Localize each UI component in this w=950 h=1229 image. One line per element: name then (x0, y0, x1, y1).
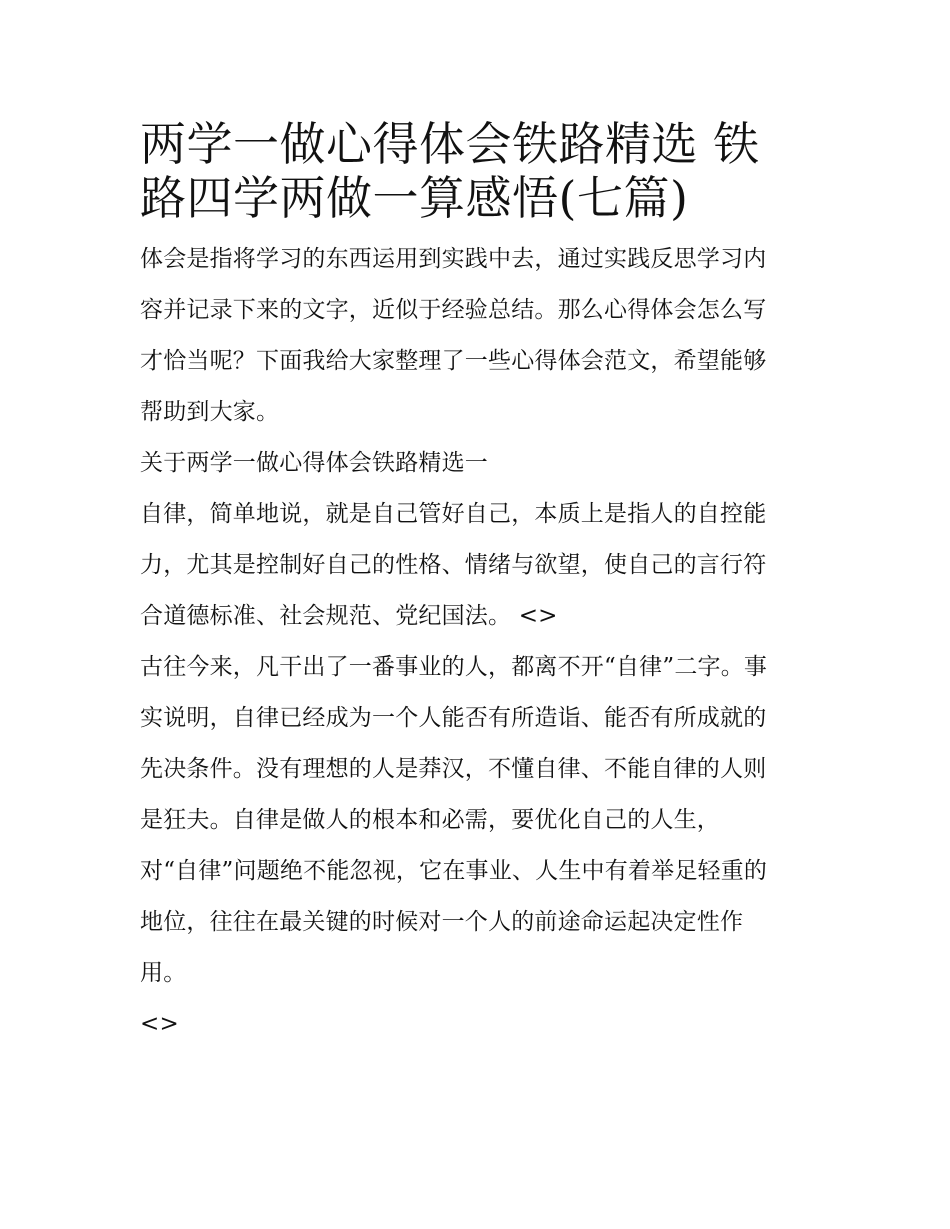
title-line-2: 路四学两做一算感悟(七篇) (140, 171, 689, 225)
body-line-4: 帮助到大家。 (140, 399, 280, 425)
body-line-15: 用。 (140, 960, 187, 986)
title-line-1: 两学一做心得体会铁路精选 铁 (140, 117, 760, 171)
document-title (140, 118, 815, 224)
body-line-6: 自律，简单地说，就是自己管好自己，本质上是指人的自控能 (140, 501, 767, 527)
body-line-10: 实说明，自律已经成为一个人能否有所造诣、能否有所成就的 (140, 705, 767, 731)
section-heading: 关于两学一做心得体会铁路精选一 (140, 450, 488, 476)
body-line-16: <> (140, 1011, 179, 1037)
body-line-9: 古往今来，凡干出了一番事业的人，都离不开“自律”二字。事 (140, 654, 768, 680)
body-line-14: 地位，往往在最关键的时候对一个人的前途命运起决定性作 (140, 909, 744, 935)
body-line-2: 容并记录下来的文字，近似于经验总结。那么心得体会怎么写 (140, 297, 767, 323)
body-line-12: 是狂夫。自律是做人的根本和必需，要优化自己的人生， (140, 807, 720, 833)
body-line-8: 合道德标准、社会规范、党纪国法。 <> (140, 603, 558, 629)
document-page (140, 118, 815, 1050)
body-line-1: 体会是指将学习的东西运用到实践中去，通过实践反思学习内 (140, 246, 767, 272)
body-line-13: 对“自律”问题绝不能忽视，它在事业、人生中有着举足轻重的 (140, 858, 768, 884)
document-body (140, 234, 815, 1050)
body-line-3: 才恰当呢？下面我给大家整理了一些心得体会范文，希望能够 (140, 348, 767, 374)
body-line-11: 先决条件。没有理想的人是莽汉，不懂自律、不能自律的人则 (140, 756, 767, 782)
body-line-7: 力，尤其是控制好自己的性格、情绪与欲望，使自己的言行符 (140, 552, 767, 578)
